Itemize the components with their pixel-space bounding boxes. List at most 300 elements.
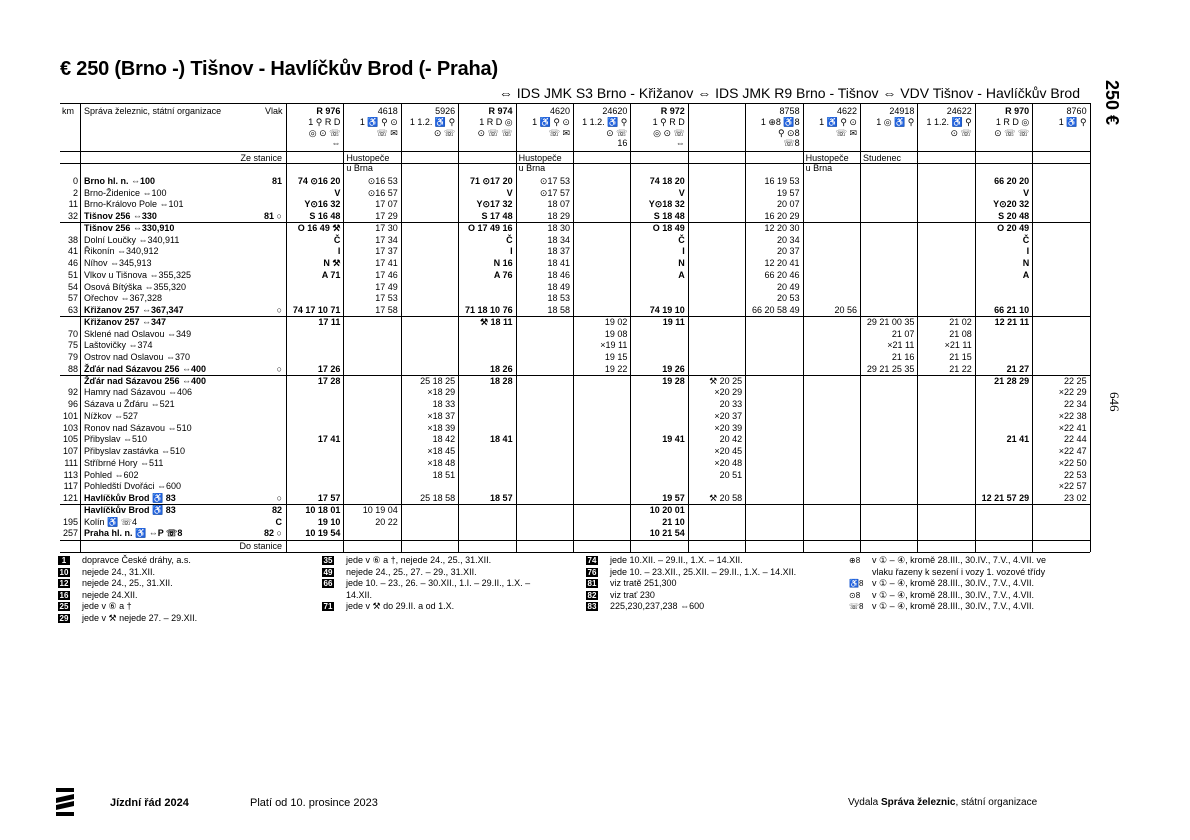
departure-time: S 18 48	[653, 211, 685, 222]
station-name: Laštovičky ⇔374	[84, 340, 153, 351]
note-row	[58, 578, 308, 590]
station-km: 41	[67, 246, 78, 257]
note-text: nejede 24., 31.XII.	[82, 566, 156, 577]
train-info: 1 ⚲ R D	[308, 116, 341, 127]
train-info: 1 R D ◎	[995, 116, 1030, 127]
departure-time: 18 37	[547, 246, 570, 257]
train-number: R 972	[660, 106, 685, 116]
departure-time: 20 37	[777, 246, 800, 257]
station-name: Havlíčkův Brod ♿ 83	[84, 493, 176, 504]
station-mark: 81	[271, 176, 282, 186]
to-station-label: Do stanice	[239, 541, 282, 551]
departure-time: 21 16	[891, 352, 915, 363]
departure-time: O 16 49 ⚒	[297, 222, 341, 233]
departure-time: O 20 49	[997, 222, 1030, 233]
departure-time: 20 51	[719, 469, 743, 480]
station-km: 117	[63, 481, 78, 492]
train-info: ⊙ ☏	[606, 127, 628, 138]
departure-time: 25 18 58	[420, 493, 456, 504]
note-key: ⊙8	[849, 590, 861, 600]
train-info: 1 R D ◎	[479, 116, 513, 127]
note-row	[586, 567, 846, 579]
departure-time: 19 26	[662, 363, 685, 374]
train-origin: Studenec	[863, 153, 902, 163]
station-km: 54	[67, 281, 78, 292]
note-row	[586, 590, 846, 602]
station-name: Sázava u Žďáru ⇔521	[84, 399, 175, 410]
departure-time: 66 20 46	[764, 269, 800, 280]
station-name: Stříbrné Hory ⇔511	[84, 457, 164, 468]
station-km: 79	[67, 352, 78, 363]
train-info: 1 1.2. ♿ ⚲	[926, 116, 972, 127]
departure-time: 18 30	[547, 222, 570, 233]
note-text: jede v ⑥ a †	[82, 601, 132, 611]
section-rule	[60, 222, 1090, 223]
departure-time: ×20 39	[714, 422, 743, 433]
departure-time: 19 28	[662, 375, 685, 386]
departure-time: ⚒ 20 25	[709, 375, 743, 386]
departure-time: ⊙17 57	[539, 187, 570, 198]
note-key: 71	[323, 602, 333, 611]
train-info: ⚲ ⊙8	[777, 127, 800, 138]
station-mark: ○	[276, 305, 282, 316]
station-km: 105	[62, 434, 78, 445]
train-info: 1 1.2. ♿ ⚲	[582, 116, 628, 127]
station-km: 63	[67, 305, 78, 316]
note-row	[322, 601, 582, 613]
departure-time: 17 30	[375, 222, 398, 233]
note-row	[58, 567, 308, 579]
departure-time: ⚒ 20 58	[709, 493, 743, 504]
departure-time: 20 07	[777, 199, 800, 210]
departure-time: A	[678, 269, 685, 280]
departure-time: 10 18 01	[305, 504, 341, 515]
km-header: km	[62, 106, 74, 116]
table-bottom-rule	[60, 552, 1090, 553]
departure-time: ×20 29	[714, 387, 743, 398]
station-mark: 81 ○	[264, 211, 282, 222]
departure-time: 17 57	[317, 493, 341, 504]
departure-time: 18 29	[547, 211, 570, 222]
train-info: ⊙ ☏ ☏	[994, 127, 1030, 138]
departure-time: O 18 49	[652, 222, 685, 233]
note-key: 82	[587, 590, 597, 600]
departure-time: 22 25	[1064, 375, 1087, 386]
station-name: Dolní Loučky ⇔340,911	[84, 234, 180, 245]
departure-time: 17 49	[375, 281, 398, 292]
note-key: 12	[59, 579, 69, 588]
train-info: ⇔	[675, 138, 685, 149]
departure-time: 21 02	[949, 316, 972, 327]
station-mark: ○	[276, 363, 282, 374]
note-row	[848, 578, 1088, 590]
section-rule	[60, 375, 1090, 376]
station-name: Praha hl. n. ♿ ⇔P ☏8	[84, 528, 183, 539]
train-info: ⊙ ☏ ☏	[477, 127, 513, 138]
departure-time: ×18 37	[427, 410, 456, 421]
departure-time: 20 53	[777, 293, 800, 304]
train-origin: u Brna	[805, 163, 833, 173]
train-column-rule	[803, 103, 804, 552]
departure-time: Y⊙16 32	[304, 199, 341, 210]
departure-time: ×22 38	[1058, 410, 1087, 421]
departure-time: 19 57	[777, 187, 800, 198]
departure-time: I	[682, 246, 685, 257]
departure-time: ×22 57	[1058, 481, 1087, 492]
departure-time: 21 41	[1006, 434, 1030, 445]
note-row	[586, 601, 846, 613]
note-row	[586, 555, 846, 567]
departure-time: ×19 11	[600, 340, 628, 351]
station-km: 107	[62, 446, 78, 457]
footer-valid-from: Platí od 10. prosince 2023	[250, 797, 378, 809]
departure-time: 18 34	[547, 234, 570, 245]
departure-time: ×18 48	[427, 457, 456, 468]
note-key: 49	[323, 567, 333, 577]
train-number: 4618	[377, 106, 398, 116]
page-subtitle: ⇔ IDS JMK S3 Brno - Křižanov ⇔ IDS JMK R9 Brno - Tišnov ⇔ VDV Tišnov - Havlíčkův Brod	[498, 85, 1080, 101]
departure-time: 18 07	[547, 199, 570, 210]
departure-time: V	[1023, 187, 1030, 198]
train-number: 24622	[946, 106, 972, 116]
note-row	[322, 555, 582, 567]
note-text: jede v ⑥ a †, nejede 24., 25., 31.XII.	[346, 555, 492, 565]
train-info: 1 1.2. ♿ ⚲	[409, 116, 456, 127]
departure-time: N 16	[493, 258, 513, 269]
station-name: Havlíčkův Brod ♿ 83	[84, 504, 176, 515]
departure-time: Č	[333, 234, 341, 245]
train-column-rule	[286, 103, 287, 552]
departure-time: 66 20 20	[994, 176, 1030, 186]
station-name: Žďár nad Sázavou 256 ⇔400	[84, 363, 207, 374]
note-text: jede v ⚒ do 29.II. a od 1.X.	[346, 601, 455, 611]
note-row	[322, 567, 582, 579]
departure-time: 22 53	[1064, 469, 1087, 480]
departure-time: ×18 29	[427, 387, 456, 398]
note-text: v ① – ④, kromě 28.III., 30.IV., 7.V., 4.VII. ve	[872, 555, 1047, 565]
departure-time: 20 33	[719, 399, 743, 410]
station-name: Přibyslav zastávka ⇔510	[84, 446, 186, 457]
train-column-rule	[975, 103, 976, 552]
departure-time: 21 08	[949, 328, 972, 339]
station-name: Níhov ⇔345,913	[84, 258, 152, 269]
departure-time: 17 46	[375, 269, 398, 280]
departure-time: 66 20 58 49	[752, 305, 800, 316]
note-text: nejede 24.XII.	[82, 589, 138, 600]
note-text: viz trať 230	[610, 589, 655, 600]
train-info: 1 ♿ ⚲ ⊙	[532, 116, 570, 127]
departure-time: 74 17 10 71	[292, 305, 341, 316]
station-name: Pohled ⇔602	[84, 469, 139, 480]
train-info: ⇔	[331, 138, 341, 149]
departure-time: ×22 47	[1058, 446, 1087, 457]
departure-time: 17 07	[375, 199, 398, 210]
note-key: 16	[59, 590, 69, 600]
notes-column-2	[322, 555, 582, 613]
departure-time: 19 15	[604, 352, 628, 363]
note-key: 83	[587, 602, 597, 611]
station-km: 111	[64, 457, 78, 468]
departure-time: 17 11	[318, 316, 341, 327]
train-number: 24918	[889, 106, 915, 116]
departure-time: ×20 45	[714, 446, 743, 457]
departure-time: 17 41	[375, 258, 398, 269]
note-text: viz tratě 251,300	[610, 578, 677, 588]
departure-time: 20 22	[375, 516, 398, 527]
from-station-rule	[60, 163, 1090, 164]
train-number: 5926	[435, 106, 456, 116]
departure-time: 12 21 57 29	[981, 493, 1030, 504]
departure-time: ×18 45	[427, 446, 456, 457]
departure-time: 74 ⊙16 20	[297, 176, 341, 186]
station-mark: 82 ○	[264, 528, 282, 539]
station-name: Ronov nad Sázavou ⇔510	[84, 422, 192, 433]
note-key: 76	[587, 567, 597, 577]
departure-time: 19 41	[662, 434, 685, 445]
departure-time: 18 46	[547, 269, 570, 280]
note-key: 35	[323, 556, 333, 565]
train-info: ☏8	[783, 138, 800, 149]
station-name: Hamry nad Sázavou ⇔406	[84, 387, 193, 398]
train-column-rule	[917, 103, 918, 552]
departure-time: 10 20 01	[649, 504, 685, 515]
departure-time: 66 21 10	[994, 305, 1030, 316]
train-column-rule	[688, 103, 689, 552]
table-top-rule	[60, 103, 1090, 104]
departure-time: Č	[1022, 234, 1030, 245]
station-km: 88	[67, 363, 78, 374]
station-km: 103	[62, 422, 78, 433]
departure-time: I	[337, 246, 341, 257]
note-text: nejede 24., 25., 31.XII.	[82, 578, 173, 588]
departure-time: I	[510, 246, 513, 257]
departure-time: 16 20 29	[764, 211, 800, 222]
departure-time: 12 20 30	[764, 222, 800, 233]
note-row	[848, 601, 1088, 613]
departure-time: ⊙16 53	[367, 176, 398, 186]
departure-time: 71 ⊙17 20	[470, 176, 513, 186]
note-row	[848, 555, 1088, 567]
side-table-number: 250 €	[1102, 80, 1122, 126]
departure-time: 17 41	[317, 434, 341, 445]
note-text: 14.XII.	[346, 589, 373, 600]
departure-time: 18 42	[432, 434, 456, 445]
departure-time: 22 44	[1064, 434, 1087, 445]
departure-time: 29 21 25 35	[866, 363, 915, 374]
station-mark: ○	[276, 493, 282, 504]
departure-time: 10 19 54	[305, 528, 341, 539]
train-column-rule	[1090, 103, 1091, 552]
train-info: ⊙ ☏	[433, 127, 456, 138]
station-name: Brno hl. n. ⇔100	[84, 176, 156, 186]
station-km: 2	[72, 187, 78, 198]
departure-time: 19 02	[604, 316, 628, 327]
departure-time: ×18 39	[427, 422, 456, 433]
note-text: jede 10. – 23.XII., 25.XII. – 29.II., 1.X. – 14.XII.	[610, 566, 797, 577]
departure-time: 17 53	[375, 293, 398, 304]
departure-time: 19 08	[604, 328, 628, 339]
train-column-rule	[401, 103, 402, 552]
train-column-rule	[630, 103, 631, 552]
departure-time: ×20 37	[714, 410, 743, 421]
train-number: 4622	[836, 106, 857, 116]
header-rule	[60, 151, 1090, 152]
departure-time: ⚒ 18 11	[479, 316, 513, 327]
departure-time: ⊙17 53	[539, 176, 570, 186]
departure-time: 18 49	[547, 281, 570, 292]
page-number: 646	[1107, 392, 1122, 412]
station-km: 113	[63, 469, 78, 480]
train-number: 8760	[1066, 106, 1087, 116]
departure-time: ×22 50	[1058, 457, 1087, 468]
station-km: 51	[67, 269, 78, 280]
departure-time: V	[506, 187, 513, 198]
station-name: Ostrov nad Oslavou ⇔370	[84, 352, 191, 363]
note-row	[58, 555, 308, 567]
station-km: 0	[72, 176, 78, 186]
departure-time: S 17 48	[481, 211, 513, 222]
departure-time: 17 28	[317, 375, 341, 386]
departure-time: ×22 41	[1058, 422, 1087, 433]
departure-time: 74 18 20	[649, 176, 685, 186]
train-column-rule	[860, 103, 861, 552]
station-name: Křižanov 257 ⇔367,347	[84, 305, 184, 316]
note-row	[848, 567, 1088, 579]
departure-time: 18 57	[490, 493, 513, 504]
departure-time: N	[1022, 258, 1030, 269]
departure-time: A 71	[321, 269, 341, 280]
footer-publisher: Vydala Správa železnic, státní organizace	[848, 797, 1038, 808]
departure-time: ×21 11	[887, 340, 915, 351]
note-key: 74	[587, 556, 597, 565]
train-column-rule	[516, 103, 517, 552]
departure-time: N ⚒	[323, 258, 341, 269]
station-name: Brno-Královo Pole ⇔101	[84, 199, 184, 210]
train-info: ☏ ✉	[835, 127, 857, 138]
departure-time: ⊙16 57	[367, 187, 398, 198]
departure-time: ×20 48	[714, 457, 743, 468]
departure-time: 10 21 54	[649, 528, 685, 539]
departure-time: 21 22	[949, 363, 972, 374]
departure-time: ×22 29	[1058, 387, 1087, 398]
note-row	[58, 590, 308, 602]
notes-column-1	[58, 555, 308, 624]
train-info: 1 ♿ ⚲ ⊙	[819, 116, 857, 127]
train-number: 24620	[602, 106, 628, 116]
note-key: ⊕8	[849, 556, 861, 565]
departure-time: Č	[506, 234, 513, 245]
departure-time: 18 41	[490, 434, 513, 445]
note-text: dopravce České dráhy, a.s.	[82, 555, 191, 565]
note-row	[586, 578, 846, 590]
station-name: Kolín ♿ ☏4	[84, 516, 137, 527]
note-text: jede 10.XII. – 29.II., 1.X. – 14.XII.	[610, 555, 743, 565]
departure-time: 10 19 04	[362, 504, 398, 515]
station-name: Nížkov ⇔527	[84, 410, 139, 421]
train-column-rule	[343, 103, 344, 552]
station-km: 92	[67, 387, 78, 398]
station-name: Brno-Židenice ⇔100	[84, 187, 167, 198]
departure-time: 20 49	[777, 281, 800, 292]
departure-time: 19 10	[317, 516, 341, 527]
departure-time: Y⊙17 32	[476, 199, 513, 210]
station-name: Ořechov ⇔367,328	[84, 293, 163, 304]
station-name: Žďár nad Sázavou 256 ⇔400	[84, 375, 207, 386]
departure-time: 21 27	[1006, 363, 1030, 374]
departure-time: 20 42	[719, 434, 743, 445]
station-km: 32	[67, 211, 78, 222]
train-column-rule	[745, 103, 746, 552]
station-km: 121	[62, 493, 78, 504]
note-row	[322, 578, 582, 590]
note-text: jede v ⚒ nejede 27. – 29.XII.	[82, 612, 198, 623]
station-km: 11	[68, 199, 78, 210]
sz-logo-icon	[56, 788, 74, 816]
station-name: Tišnov 256 ⇔330	[84, 211, 157, 222]
note-text: nejede 24., 25., 27. – 29., 31.XII.	[346, 566, 477, 577]
departure-time: 17 37	[375, 246, 398, 257]
station-name: Sklené nad Oslavou ⇔349	[84, 328, 192, 339]
departure-time: 18 58	[547, 305, 570, 316]
station-name: Přibyslav ⇔510	[84, 434, 148, 445]
departure-time: 18 33	[432, 399, 456, 410]
departure-time: 22 34	[1064, 399, 1087, 410]
train-origin: Hustopeče	[805, 153, 849, 163]
departure-time: 18 28	[490, 375, 513, 386]
note-text: jede 10. – 23., 26. – 30.XII., 1.I. – 29.II., 1.X. –	[346, 578, 531, 588]
departure-time: 71 18 10 76	[465, 305, 513, 316]
departure-time: V	[678, 187, 685, 198]
train-info: ☏ ✉	[548, 127, 570, 138]
departure-time: 25 18 25	[420, 375, 456, 386]
departure-time: Y⊙18 32	[648, 199, 685, 210]
station-km: 195	[62, 516, 78, 527]
departure-time: 17 34	[375, 234, 398, 245]
note-row	[848, 590, 1088, 602]
departure-time: ×21 11	[944, 340, 972, 351]
station-km: 70	[67, 328, 78, 339]
train-number: R 976	[316, 106, 341, 116]
train-info: 1 ⚲ R D	[652, 116, 685, 127]
departure-time: 21 07	[891, 328, 915, 339]
train-number: R 970	[1005, 106, 1030, 116]
timetable	[60, 103, 1090, 553]
departure-time: 19 57	[662, 493, 685, 504]
note-key: 1	[58, 556, 70, 565]
departure-time: 29 21 00 35	[866, 316, 915, 327]
departure-time: 18 53	[547, 293, 570, 304]
station-mark: 82	[271, 504, 282, 515]
departure-time: O 17 49 16	[468, 222, 513, 233]
station-km: 96	[67, 399, 78, 410]
station-km: 75	[67, 340, 78, 351]
station-km: 257	[62, 528, 78, 539]
departure-time: A 76	[493, 269, 513, 280]
note-key: 29	[59, 613, 69, 623]
departure-time: 16 19 53	[764, 176, 800, 186]
train-number: 4620	[549, 106, 570, 116]
note-text: v ① – ④, kromě 28.III., 30.IV., 7.V., 4.VII.	[872, 601, 1035, 611]
note-key: ♿8	[849, 579, 864, 588]
departure-time: 74 19 10	[649, 305, 685, 316]
departure-time: 17 58	[375, 305, 398, 316]
train-info: 16	[617, 138, 628, 149]
operator-header: Správa železnic, státní organizace	[84, 106, 222, 116]
station-name: Tišnov 256 ⇔330,910	[84, 222, 175, 233]
note-key: 25	[59, 602, 69, 611]
departure-time: S 16 48	[309, 211, 341, 222]
departure-time: 21 15	[949, 352, 972, 363]
